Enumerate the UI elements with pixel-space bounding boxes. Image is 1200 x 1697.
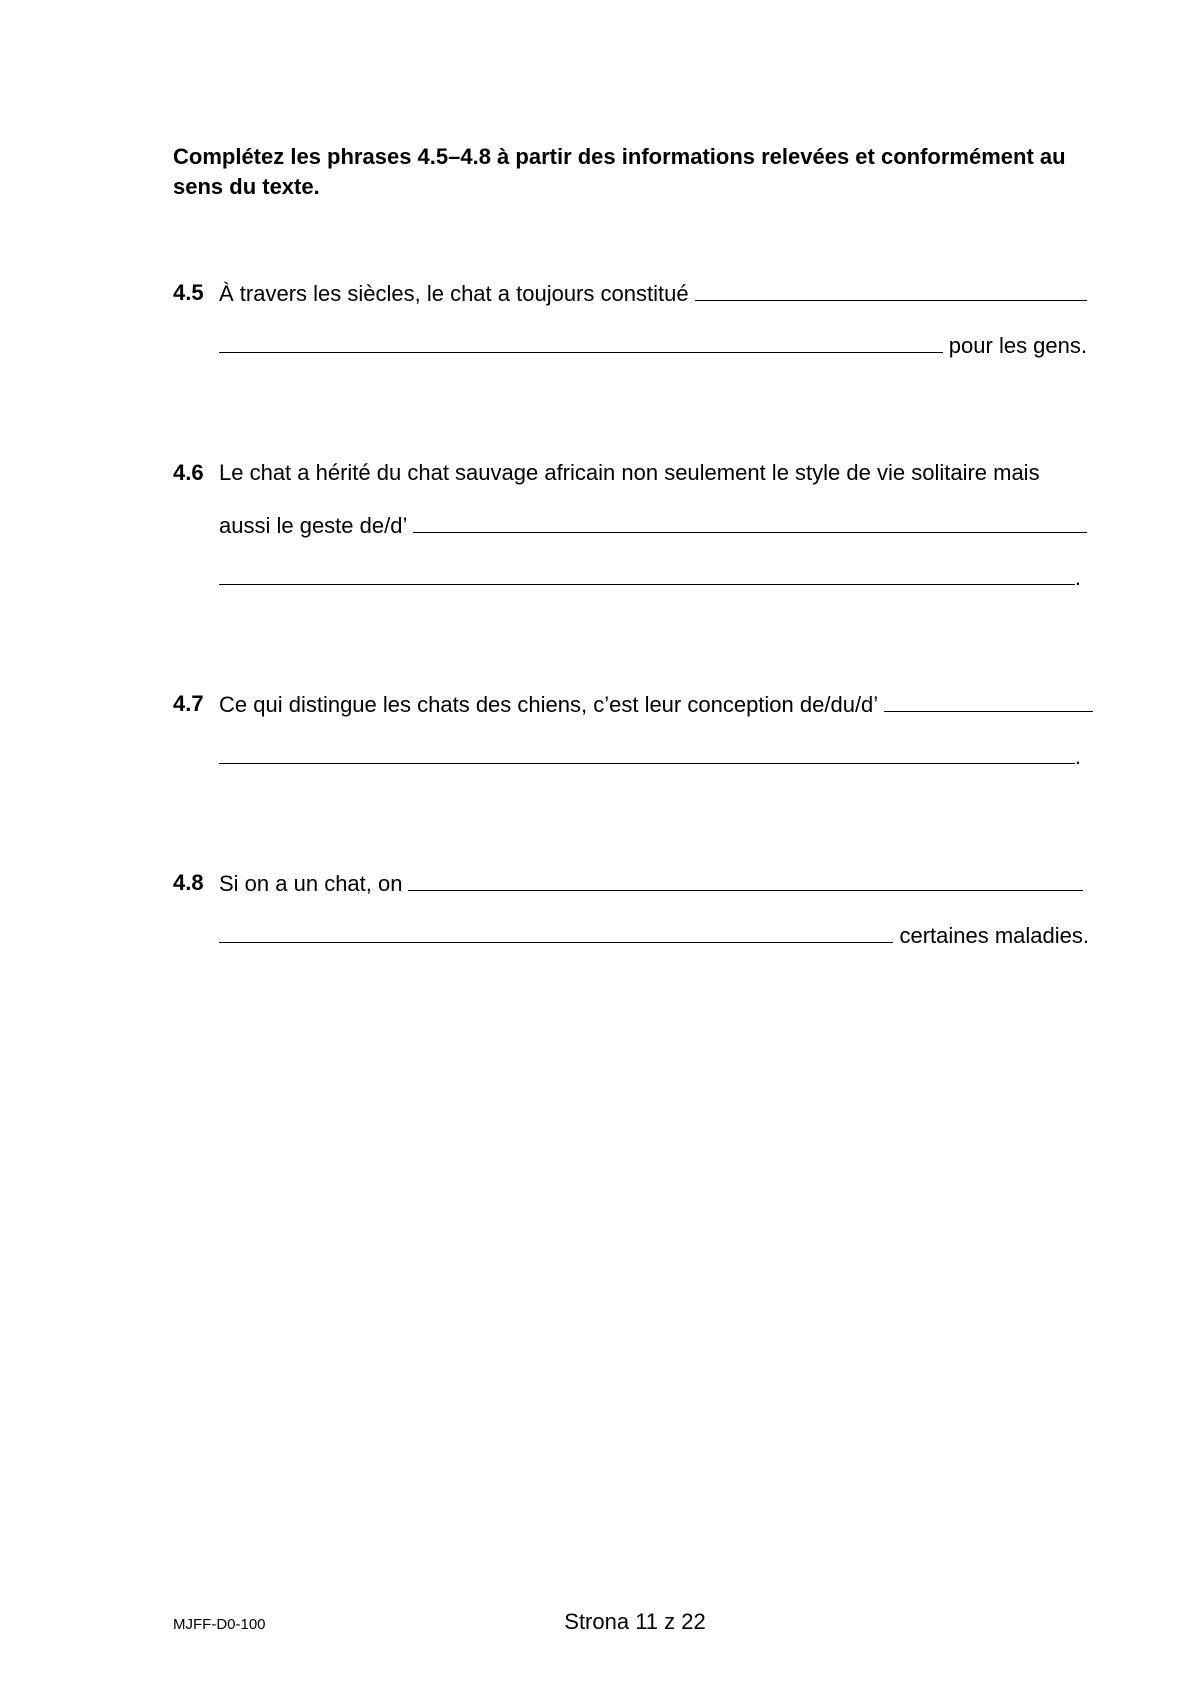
question-text: Si on a un chat, on	[219, 871, 403, 896]
question-4-5-line-1	[219, 278, 1087, 308]
question-text: aussi le geste de/d’	[219, 513, 408, 538]
answer-blank[interactable]	[408, 868, 1083, 891]
answer-blank[interactable]	[219, 920, 893, 943]
question-4-6-line-3	[219, 562, 1081, 592]
question-number: 4.6	[173, 460, 204, 485]
answer-blank[interactable]	[219, 562, 1075, 585]
question-4-7-line-2	[219, 741, 1081, 771]
question-4-5-line-2	[219, 330, 1087, 360]
question-text: Ce qui distingue les chats des chiens, c’est leur conception de/du/d’	[219, 692, 879, 717]
question-number: 4.5	[173, 280, 204, 305]
question-text: pour les gens.	[948, 333, 1087, 358]
question-4-8-line-1	[219, 868, 1083, 898]
page-number: Strona 11 z 22	[564, 1609, 706, 1634]
question-4-7-line-1	[219, 689, 1093, 719]
answer-blank[interactable]	[219, 330, 943, 353]
question-text: certaines maladies.	[899, 923, 1089, 948]
document-code: MJFF-D0-100	[173, 1616, 266, 1633]
question-number: 4.7	[173, 691, 204, 716]
question-text: .	[1074, 744, 1081, 769]
question-text: À travers les siècles, le chat a toujours constitué	[219, 281, 689, 306]
answer-blank[interactable]	[219, 741, 1075, 764]
question-4-6-line-2	[219, 510, 1087, 540]
question-number: 4.8	[173, 870, 204, 895]
question-text: Le chat a hérité du chat sauvage africain non seulement le style de vie solitaire mais	[219, 460, 1040, 485]
answer-blank[interactable]	[413, 510, 1087, 533]
instruction-text: Complétez les phrases 4.5–4.8 à partir des informations relevées et conformément au sens du texte.	[173, 144, 1066, 199]
answer-blank[interactable]	[884, 689, 1093, 712]
question-4-6-line-1	[219, 458, 1087, 488]
question-4-8-line-2	[219, 920, 1089, 950]
answer-blank[interactable]	[695, 278, 1087, 301]
question-text: .	[1074, 565, 1081, 590]
